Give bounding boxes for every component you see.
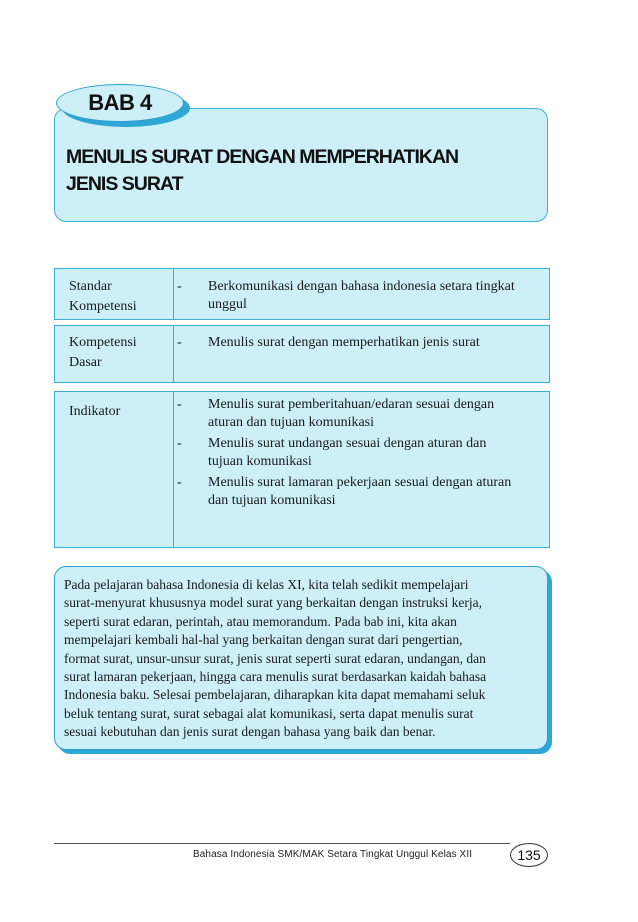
competency-label bbox=[69, 277, 169, 317]
intro-line: sesuai kebutuhan dan jenis surat dengan bahasa yang baik dan benar. bbox=[64, 724, 436, 740]
item-line: Menulis surat pemberitahuan/edaran sesuai dengan bbox=[208, 397, 495, 412]
chapter-title bbox=[66, 144, 536, 198]
chapter-title-line: MENULIS SURAT DENGAN MEMPERHATIKAN bbox=[66, 146, 459, 168]
competency-items bbox=[177, 396, 537, 513]
item-line: Menulis surat lamaran pekerjaan sesuai dengan aturan bbox=[208, 475, 512, 490]
competency-row-standard bbox=[54, 268, 550, 320]
chapter-label: BAB 4 bbox=[88, 90, 152, 115]
competency-item bbox=[177, 474, 537, 510]
intro-line: beluk tentang surat, surat sebagai alat komunikasi, serta dapat menulis surat bbox=[64, 705, 474, 721]
dash-marker: - bbox=[177, 279, 182, 294]
item-line: dan tujuan komunikasi bbox=[208, 493, 336, 508]
label-line: Kompetensi bbox=[69, 299, 137, 314]
intro-line: surat lamaran pekerjaan, hingga cara menulis surat berdasarkan kaidah bahasa bbox=[64, 669, 487, 685]
competency-item bbox=[177, 278, 537, 314]
dash-marker: - bbox=[177, 436, 182, 451]
label-line: Kompetensi bbox=[69, 335, 137, 350]
page-number: 135 bbox=[510, 843, 548, 867]
dash-marker: - bbox=[177, 335, 182, 350]
column-divider bbox=[173, 391, 174, 548]
competency-row-indicator bbox=[54, 391, 550, 548]
competency-item bbox=[177, 435, 537, 471]
intro-line: format surat, unsur-unsur surat, jenis surat seperti surat edaran, undangan, dan bbox=[64, 650, 486, 666]
dash-marker: - bbox=[177, 397, 182, 412]
competency-item bbox=[177, 396, 537, 432]
intro-line: seperti surat edaran, perintah, atau memorandum. Pada bab ini, kita akan bbox=[64, 613, 457, 629]
label-line: Dasar bbox=[69, 355, 102, 370]
column-divider bbox=[173, 268, 174, 320]
footer-book-title: Bahasa Indonesia SMK/MAK Setara Tingkat Unggul Kelas XII bbox=[193, 849, 473, 860]
competency-item bbox=[177, 334, 537, 352]
item-line: aturan dan tujuan komunikasi bbox=[208, 415, 375, 430]
item-line: Menulis surat dengan memperhatikan jenis surat bbox=[208, 335, 480, 350]
intro-line: Pada pelajaran bahasa Indonesia di kelas XI, kita telah sedikit mempelajari bbox=[64, 577, 469, 592]
competency-label bbox=[69, 402, 169, 422]
footer-rule bbox=[54, 843, 510, 844]
intro-line: surat-menyurat khususnya model surat yang berkaitan dengan instruksi kerja, bbox=[64, 595, 483, 611]
item-line: unggul bbox=[208, 297, 247, 312]
intro-box bbox=[54, 566, 552, 754]
chapter-label-tab bbox=[56, 84, 190, 128]
label-line: Standar bbox=[69, 279, 112, 294]
item-line: Berkomunikasi dengan bahasa indonesia setara tingkat bbox=[208, 279, 515, 294]
label-line: Indikator bbox=[69, 404, 121, 419]
competency-items bbox=[177, 334, 537, 355]
chapter-title-line: JENIS SURAT bbox=[66, 173, 183, 195]
column-divider bbox=[173, 325, 174, 383]
intro-line: mempelajari kembali hal-hal yang berkaitan dengan surat dari pengertian, bbox=[64, 632, 463, 648]
intro-paragraph bbox=[64, 576, 538, 742]
competency-row-basic bbox=[54, 325, 550, 383]
competency-items bbox=[177, 278, 537, 317]
competency-label bbox=[69, 333, 169, 373]
intro-line: Indonesia baku. Selesai pembelajaran, diharapkan kita dapat memahami seluk bbox=[64, 687, 486, 703]
item-line: Menulis surat undangan sesuai dengan aturan dan bbox=[208, 436, 487, 451]
item-line: tujuan komunikasi bbox=[208, 454, 312, 469]
dash-marker: - bbox=[177, 475, 182, 490]
